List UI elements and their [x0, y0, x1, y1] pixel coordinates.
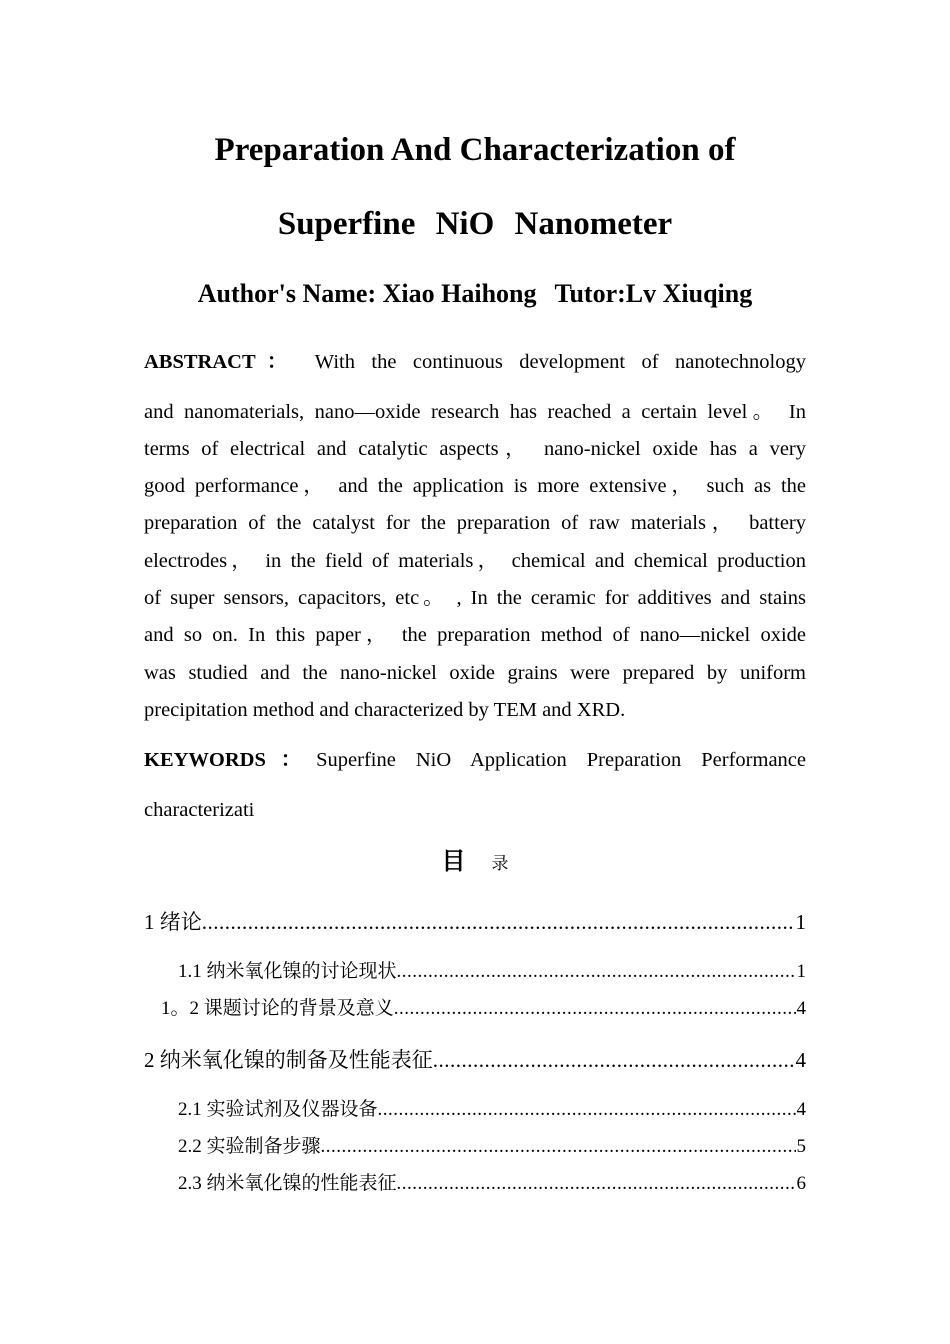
author-name: Author's Name: Xiao Haihong: [197, 279, 537, 308]
abstract-line-6: electrodes， in the field of materials， chemical and chemical production: [144, 550, 806, 572]
toc-entry[interactable]: [178, 1171, 806, 1197]
abstract-text: With the continuous development of nanotechnology: [314, 351, 806, 373]
toc-entry[interactable]: [178, 959, 806, 985]
abstract-line-4: good performance， and the application is more extensive， such as the: [144, 475, 806, 497]
toc-entry[interactable]: [161, 996, 806, 1022]
toc-leader: [433, 1045, 795, 1075]
toc-entry-page: 4: [796, 1099, 806, 1120]
abstract-line-8: and so on. In this paper， the preparation method of nano—nickel oxide: [144, 624, 806, 646]
abstract-line-3: terms of electrical and catalytic aspects， nano-nickel oxide has a very: [144, 438, 806, 460]
toc-entry-page: 5: [796, 1136, 806, 1157]
abstract-line-1: [144, 348, 806, 376]
toc-leader: [378, 1097, 796, 1123]
keywords-line-1: [144, 746, 806, 774]
keywords-text: Superfine NiO Application Preparation Performance: [316, 749, 806, 771]
toc-entry-page: 6: [796, 1173, 806, 1194]
toc-leader: [397, 1171, 796, 1197]
toc-leader: [321, 1134, 796, 1160]
toc-entry-title: 2.2 实验制备步骤: [178, 1136, 321, 1157]
toc-entry-page: 4: [795, 1048, 806, 1072]
keywords-line-2: characterizati: [144, 799, 255, 821]
abstract-line-9: was studied and the nano-nickel oxide grains were prepared by uniform: [144, 662, 806, 684]
toc-entry-title: 1.1 纳米氧化镍的讨论现状: [178, 961, 397, 982]
toc-leader: [202, 907, 795, 937]
abstract-line-2: and nanomaterials, nano—oxide research has reached a certain level。 In: [144, 401, 806, 423]
toc-entry-title: 2 纳米氧化镍的制备及性能表征: [144, 1048, 433, 1072]
toc-entry[interactable]: [178, 1097, 806, 1123]
tutor-name: Tutor:Lv Xiuqing: [554, 279, 753, 308]
toc-heading: [0, 845, 950, 880]
toc-entry[interactable]: [178, 1134, 806, 1160]
abstract-label: ABSTRACT：: [144, 351, 299, 373]
toc-entry-title: 1。2 课题讨论的背景及意义: [161, 998, 394, 1019]
toc-heading-main: 目: [441, 847, 466, 875]
toc-entry[interactable]: [144, 1045, 806, 1075]
toc-entry-page: 1: [796, 961, 806, 982]
abstract-line-5: preparation of the catalyst for the preparation of raw materials， battery: [144, 512, 806, 534]
toc-entry[interactable]: [144, 907, 806, 937]
author-line: [0, 277, 950, 311]
toc-entry-page: 4: [796, 998, 806, 1019]
abstract-line-7: of super sensors, capacitors, etc。 , In the ceramic for additives and stains: [144, 587, 806, 609]
toc-heading-small: 录: [491, 854, 509, 874]
toc-entry-title: 2.3 纳米氧化镍的性能表征: [178, 1173, 397, 1194]
paper-title-line-1: Preparation And Characterization of: [214, 132, 736, 168]
toc-entry-page: 1: [795, 910, 806, 934]
abstract-line-10: precipitation method and characterized by TEM and XRD.: [144, 699, 626, 721]
paper-title-line-2: Superfine NiO Nanometer: [277, 206, 673, 242]
toc-entry-title: 2.1 实验试剂及仪器设备: [178, 1099, 378, 1120]
keywords-label: KEYWORDS：: [144, 749, 317, 771]
toc-entry-title: 1 绪论: [144, 910, 202, 934]
toc-leader: [397, 959, 796, 985]
toc-leader: [394, 996, 796, 1022]
